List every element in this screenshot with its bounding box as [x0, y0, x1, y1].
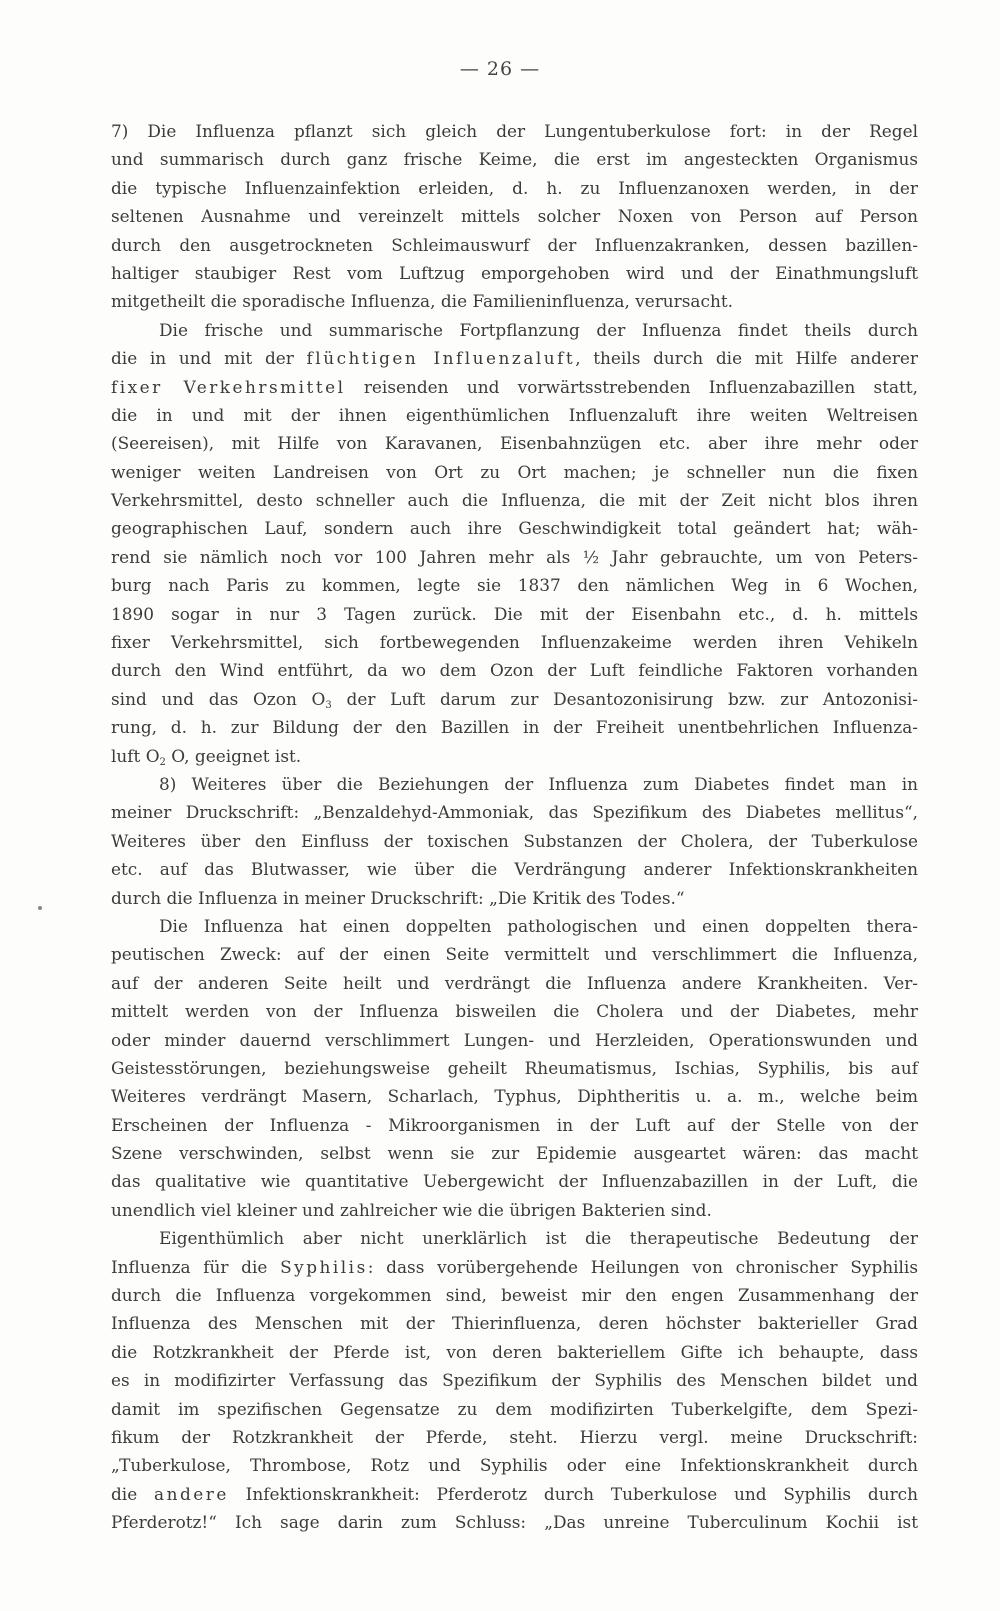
text-line: [111, 1196, 918, 1224]
line-text: und summarisch durch ganz frische Keime, die erst im angesteckten Organismus: [111, 149, 918, 170]
text-line: [111, 969, 918, 997]
text-line: [111, 997, 918, 1025]
line-text: Influenza für die: [111, 1256, 281, 1277]
subscript: 3: [325, 699, 332, 711]
text-line: [111, 571, 918, 599]
line-text: Die Influenza hat einen doppelten pathologischen und einen doppelten thera-: [159, 915, 918, 936]
body-text: [111, 117, 918, 1537]
line-text: , theils durch die mit Hilfe anderer: [575, 348, 918, 369]
text-line: [111, 543, 918, 571]
subscript: 2: [159, 756, 166, 768]
text-line: [111, 770, 918, 798]
text-line: [111, 202, 918, 230]
line-text: der Luft darum zur Desantozonisirung bzw. zur Antozonisi-: [331, 688, 919, 709]
text-line: [111, 1395, 918, 1423]
line-text: Eigenthümlich aber nicht unerklärlich ist die therapeutische Bedeutung der: [159, 1228, 918, 1249]
line-text: durch den ausgetrockneten Schleimauswurf der Influenzakranken, dessen bazillen-: [111, 234, 918, 255]
text-line: [111, 1054, 918, 1082]
line-text: luft O: [111, 745, 160, 766]
line-text: 7) Die Influenza pflanzt sich gleich der Lungentuberkulose fort: in der Regel: [111, 121, 918, 141]
emphasis-text: flüchtigen Influenzaluft: [306, 348, 576, 369]
line-text: fixer Verkehrsmittel, sich fortbewegenden Influenzakeime werden ihren Vehikeln: [111, 632, 918, 653]
text-line: [111, 1338, 918, 1366]
margin-speck: [38, 906, 42, 910]
line-text: die typische Influenzainfektion erleiden, d. h. zu Influenzanoxen werden, in der: [111, 177, 918, 198]
line-text: Erscheinen der Influenza - Mikroorganismen in der Luft auf der Stelle von der: [111, 1114, 918, 1135]
line-text: 1890 sogar in nur 3 Tagen zurück. Die mit der Eisenbahn etc., d. h. mittels: [111, 603, 918, 624]
text-line: [111, 486, 918, 514]
text-line: [111, 1423, 918, 1451]
line-text: rung, d. h. zur Bildung der den Bazillen in der Freiheit unentbehrlichen Influenza-: [111, 717, 918, 738]
line-text: durch die Influenza vorgekommen sind, beweist mir den engen Zusammenhang der: [111, 1285, 918, 1306]
line-text: (Seereisen), mit Hilfe von Karavanen, Eisenbahnzügen etc. aber ihre mehr oder: [111, 433, 918, 454]
page-number: — 26 —: [459, 58, 541, 80]
line-text: durch die Influenza in meiner Druckschrift: „Die Kritik des Todes.“: [111, 887, 685, 908]
line-text: Influenza des Menschen mit der Thierinfluenza, deren höchster bakterieller Grad: [111, 1313, 918, 1334]
text-line: [111, 401, 918, 429]
text-line: [111, 145, 918, 173]
text-line: [111, 884, 918, 912]
text-line: [111, 1111, 918, 1139]
emphasis-text: fixer Verkehrsmittel: [111, 376, 346, 397]
line-text: das qualitative wie quantitative Uebergewicht der Influenzabazillen in der Luft, die: [111, 1171, 918, 1192]
text-line: [111, 514, 918, 542]
text-line: [111, 713, 918, 741]
line-text: haltiger staubiger Rest vom Luftzug emporgehoben wird und der Einathmungsluft: [111, 262, 918, 283]
line-text: die in und mit der: [111, 348, 307, 369]
text-line: [111, 231, 918, 259]
text-line: [111, 1309, 918, 1337]
line-text: 8) Weiteres über die Beziehungen der Influenza zum Diabetes findet man in: [159, 773, 918, 794]
text-line: [111, 1082, 918, 1110]
line-text: Szene verschwinden, selbst wenn sie zur Epidemie ausgeartet wären: das macht: [111, 1143, 918, 1164]
text-line: [111, 1253, 918, 1281]
line-text: Pferderotz!“ Ich sage darin zum Schluss: „Das unreine Tuberculinum Kochii ist: [111, 1512, 918, 1533]
text-line: [111, 798, 918, 826]
text-line: [111, 912, 918, 940]
line-text: oder minder dauernd verschlimmert Lungen- und Herzleiden, Operationswunden und: [111, 1029, 918, 1050]
text-line: [111, 940, 918, 968]
line-text: „Tuberkulose, Thrombose, Rotz und Syphilis oder eine Infektionskrankheit durch: [111, 1455, 918, 1476]
text-line: [111, 827, 918, 855]
line-text: damit im spezifischen Gegensatze zu dem modifizirten Tuberkelgifte, dem Spezi-: [111, 1398, 918, 1419]
text-line: [111, 1508, 918, 1536]
line-text: etc. auf das Blutwasser, wie über die Verdrängung anderer Infektionskrankheiten: [111, 859, 918, 880]
line-text: unendlich viel kleiner und zahlreicher wie die übrigen Bakterien sind.: [111, 1199, 712, 1220]
line-text: rend sie nämlich noch vor 100 Jahren mehr als ½ Jahr gebrauchte, um von Peters-: [111, 546, 918, 567]
line-text: burg nach Paris zu kommen, legte sie 1837 den nämlichen Weg in 6 Wochen,: [111, 575, 918, 596]
text-line: [111, 628, 918, 656]
text-line: [111, 1480, 918, 1508]
text-line: [111, 685, 918, 713]
line-text: die: [111, 1483, 155, 1504]
emphasis-text: Syphilis: [280, 1256, 368, 1277]
line-text: Weiteres verdrängt Masern, Scharlach, Typhus, Diphtheritis u. a. m., welche beim: [111, 1086, 918, 1107]
text-line: [111, 373, 918, 401]
line-text: Die frische und summarische Fortpflanzung der Influenza findet theils durch: [159, 319, 918, 340]
text-line: [111, 1139, 918, 1167]
text-line: [111, 742, 918, 770]
line-text: Infektionskrankheit: Pferderotz durch Tuberkulose und Syphilis durch: [228, 1483, 918, 1504]
text-line: [111, 1451, 918, 1479]
text-line: [111, 316, 918, 344]
text-line: [111, 656, 918, 684]
line-text: mittelt werden von der Influenza bisweilen die Cholera und der Diabetes, mehr: [111, 1001, 918, 1022]
text-line: [111, 1281, 918, 1309]
line-text: weniger weiten Landreisen von Ort zu Ort machen; je schneller nun die fixen: [111, 461, 918, 482]
emphasis-text: andere: [154, 1483, 229, 1504]
text-line: [111, 344, 918, 372]
text-line: [111, 855, 918, 883]
line-text: geographischen Lauf, sondern auch ihre Geschwindigkeit total geändert hat; wäh-: [111, 518, 918, 539]
text-line: [111, 429, 918, 457]
text-line: [111, 1167, 918, 1195]
line-text: auf der anderen Seite heilt und verdrängt die Influenza andere Krankheiten. Ver-: [111, 972, 918, 993]
line-text: O, geeignet ist.: [165, 745, 302, 766]
line-text: seltenen Ausnahme und vereinzelt mittels solcher Noxen von Person auf Person: [111, 206, 918, 227]
line-text: es in modifizirter Verfassung das Spezifikum der Syphilis des Menschen bildet und: [111, 1370, 918, 1391]
text-line: [111, 600, 918, 628]
line-text: : dass vorübergehende Heilungen von chronischer Syphilis: [367, 1256, 919, 1277]
text-line: [111, 458, 918, 486]
text-line: [111, 287, 918, 315]
line-text: mitgetheilt die sporadische Influenza, die Familieninfluenza, verursacht.: [111, 291, 733, 312]
line-text: die Rotzkrankheit der Pferde ist, von deren bakteriellem Gifte ich behaupte, dass: [111, 1341, 918, 1362]
line-text: die in und mit der ihnen eigenthümlichen Influenzaluft ihre weiten Weltreisen: [111, 404, 918, 425]
text-line: [111, 1366, 918, 1394]
line-text: Geistesstörungen, beziehungsweise geheilt Rheumatismus, Ischias, Syphilis, bis auf: [111, 1057, 918, 1078]
text-line: [111, 1026, 918, 1054]
line-text: sind und das Ozon O: [111, 688, 326, 709]
text-line: [111, 259, 918, 287]
text-line: [111, 117, 918, 145]
text-line: [111, 1224, 918, 1252]
line-text: fikum der Rotzkrankheit der Pferde, steht. Hierzu vergl. meine Druckschrift:: [111, 1426, 918, 1447]
line-text: reisenden und vorwärtsstrebenden Influenzabazillen statt,: [345, 376, 918, 397]
line-text: durch den Wind entführt, da wo dem Ozon der Luft feindliche Faktoren vorhanden: [111, 660, 918, 681]
line-text: Verkehrsmittel, desto schneller auch die Influenza, die mit der Zeit nicht blos ihren: [111, 490, 918, 511]
text-line: [111, 174, 918, 202]
line-text: meiner Druckschrift: „Benzaldehyd-Ammoniak, das Spezifikum des Diabetes mellitus“,: [111, 802, 918, 823]
line-text: Weiteres über den Einfluss der toxischen Substanzen der Cholera, der Tuberkulose: [111, 830, 918, 851]
line-text: peutischen Zweck: auf der einen Seite vermittelt und verschlimmert die Influenza,: [111, 944, 918, 965]
